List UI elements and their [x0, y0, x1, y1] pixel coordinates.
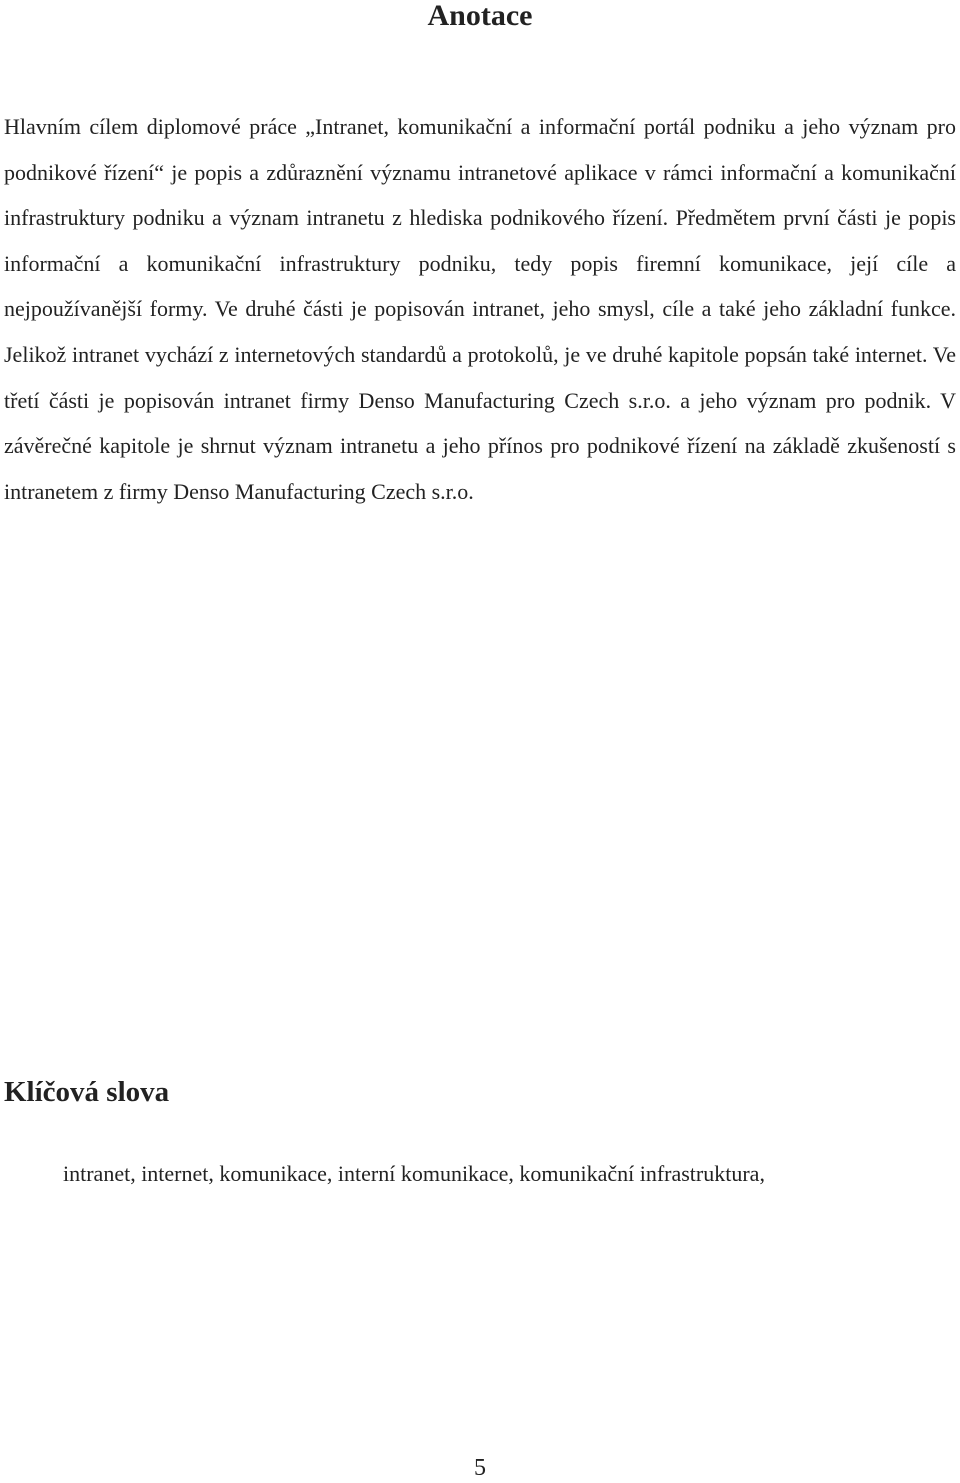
- abstract-paragraph: Hlavním cílem diplomové práce „Intranet, komunikační a informační portál podniku a jeho význam pro podnikové řízení“ je popis a zdůraznění významu intranetové aplikace v rámci informační a komunikační infrastruktury podniku a význam intranetu z hlediska podnikového řízení. Předmětem první části je popis informační a komunikační infrastruktury podniku, tedy popis firemní komunikace, její cíle a nejpoužívanější formy. Ve druhé části je popisován intranet, jeho smysl, cíle a také jeho základní funkce. Jelikož intranet vychází z internetových standardů a protokolů, je ve druhé kapitole popsán také internet. Ve třetí části je popisován intranet firmy Denso Manufacturing Czech s.r.o. a jeho význam pro podnik. V závěrečné kapitole je shrnut význam intranetu a jeho přínos pro podnikové řízení na základě zkušeností s intranetem z firmy Denso Manufacturing Czech s.r.o.: [4, 114, 956, 504]
- page-title: Anotace: [427, 0, 533, 32]
- page-number: 5: [474, 1455, 486, 1481]
- keywords-text: intranet, internet, komunikace, interní komunikace, komunikační infrastruktura,: [63, 1161, 765, 1186]
- keywords-heading: Klíčová slova: [4, 1076, 170, 1108]
